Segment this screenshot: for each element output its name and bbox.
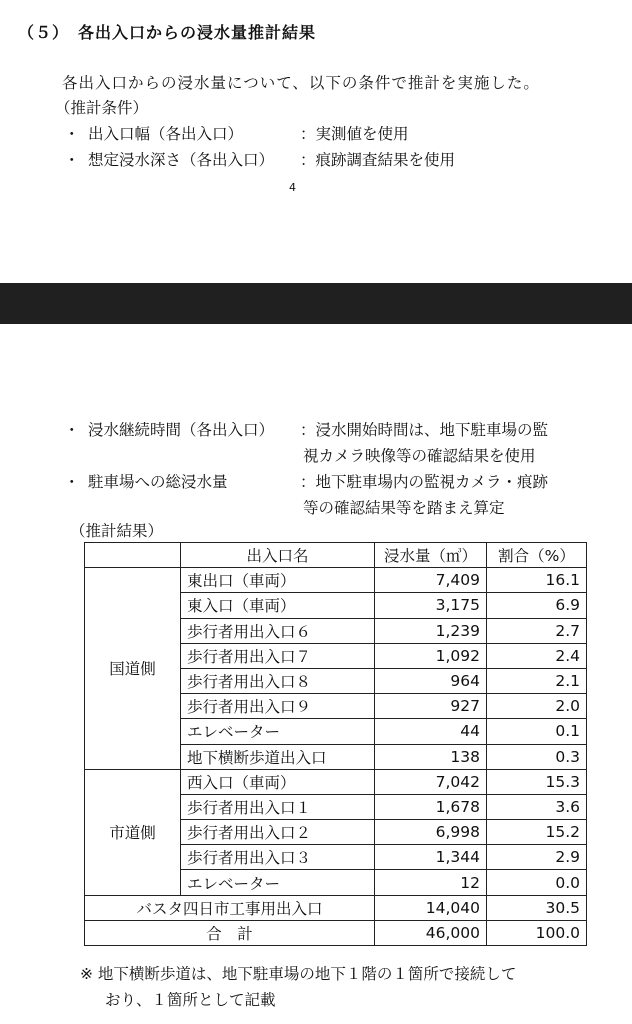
row-ratio: 6.9 <box>487 593 587 618</box>
row-ratio: 2.9 <box>487 845 587 870</box>
condition-value: 視カメラ映像等の確認結果を使用 <box>303 447 536 465</box>
row-name: 歩行者用出入口１ <box>181 794 375 819</box>
row-ratio: 15.3 <box>487 769 587 794</box>
page-separator <box>0 283 632 324</box>
total-row <box>85 920 587 945</box>
condition-value: 等の確認結果等を踏まえ算定 <box>303 499 505 517</box>
condition-value: ：実測値を使用 <box>300 125 409 143</box>
header-blank <box>85 543 181 568</box>
row-volume: 1,678 <box>375 794 487 819</box>
row-volume: 7,409 <box>375 568 487 593</box>
row-ratio: 3.6 <box>487 794 587 819</box>
bullet: ・ <box>64 125 80 143</box>
condition-label: 浸水継続時間（各出入口） <box>88 421 275 439</box>
row-ratio: 2.4 <box>487 643 587 668</box>
bus-row <box>85 895 587 920</box>
intro-text: 各出入口からの浸水量について、以下の条件で推計を実施した。 <box>62 74 540 92</box>
section-heading: （５） 各出入口からの浸水量推計結果 <box>18 23 317 42</box>
results-table <box>84 542 587 946</box>
row-ratio: 0.0 <box>487 870 587 895</box>
condition-label: 駐車場への総浸水量 <box>88 473 228 491</box>
footnote-line: おり、１箇所として記載 <box>105 991 276 1009</box>
row-volume: 46,000 <box>375 920 487 945</box>
page-number: 4 <box>289 181 296 194</box>
row-volume: 138 <box>375 744 487 769</box>
row-ratio: 0.3 <box>487 744 587 769</box>
row-volume: 7,042 <box>375 769 487 794</box>
row-name: エレベーター <box>181 719 375 744</box>
row-ratio: 2.7 <box>487 618 587 643</box>
row-name: 歩行者用出入口９ <box>181 694 375 719</box>
row-name: 歩行者用出入口７ <box>181 643 375 668</box>
row-volume: 1,344 <box>375 845 487 870</box>
condition-value: ：痕跡調査結果を使用 <box>300 151 456 169</box>
footnote-line: ※ 地下横断歩道は、地下駐車場の地下１階の１箇所で接続して <box>80 965 517 983</box>
row-volume: 14,040 <box>375 895 487 920</box>
row-ratio: 100.0 <box>487 920 587 945</box>
table-row <box>85 568 587 593</box>
row-volume: 12 <box>375 870 487 895</box>
row-volume: 964 <box>375 668 487 693</box>
row-name: 合 計 <box>85 920 375 945</box>
row-name: バスタ四日市工事用出入口 <box>85 895 375 920</box>
bullet: ・ <box>64 151 80 169</box>
header-name: 出入口名 <box>181 543 375 568</box>
row-name: 歩行者用出入口３ <box>181 845 375 870</box>
condition-value: ：浸水開始時間は、地下駐車場の監 <box>300 421 549 439</box>
row-volume: 6,998 <box>375 820 487 845</box>
row-name: 歩行者用出入口２ <box>181 820 375 845</box>
group-label: 市道側 <box>85 769 181 895</box>
condition-label: 出入口幅（各出入口） <box>88 125 244 143</box>
row-name: 東出口（車両） <box>181 568 375 593</box>
condition-value: ：地下駐車場内の監視カメラ・痕跡 <box>300 473 549 491</box>
table-row <box>85 769 587 794</box>
row-volume: 1,239 <box>375 618 487 643</box>
bullet: ・ <box>64 473 80 491</box>
row-volume: 1,092 <box>375 643 487 668</box>
row-name: 西入口（車両） <box>181 769 375 794</box>
row-name: 歩行者用出入口８ <box>181 668 375 693</box>
condition-label: 想定浸水深さ（各出入口） <box>88 151 275 169</box>
row-ratio: 0.1 <box>487 719 587 744</box>
row-name: エレベーター <box>181 870 375 895</box>
row-volume: 927 <box>375 694 487 719</box>
row-name: 歩行者用出入口６ <box>181 618 375 643</box>
row-name: 地下横断歩道出入口 <box>181 744 375 769</box>
row-ratio: 2.1 <box>487 668 587 693</box>
conditions-title: （推計条件） <box>55 99 149 117</box>
bullet: ・ <box>64 421 80 439</box>
row-volume: 3,175 <box>375 593 487 618</box>
row-volume: 44 <box>375 719 487 744</box>
header-volume: 浸水量（㎥） <box>375 543 487 568</box>
header-ratio: 割合（%） <box>487 543 587 568</box>
group-label: 国道側 <box>85 568 181 770</box>
footnote <box>80 961 516 1013</box>
row-ratio: 30.5 <box>487 895 587 920</box>
row-name: 東入口（車両） <box>181 593 375 618</box>
row-ratio: 2.0 <box>487 694 587 719</box>
row-ratio: 16.1 <box>487 568 587 593</box>
row-ratio: 15.2 <box>487 820 587 845</box>
results-title: （推計結果） <box>70 522 164 540</box>
table-header-row <box>85 543 587 568</box>
